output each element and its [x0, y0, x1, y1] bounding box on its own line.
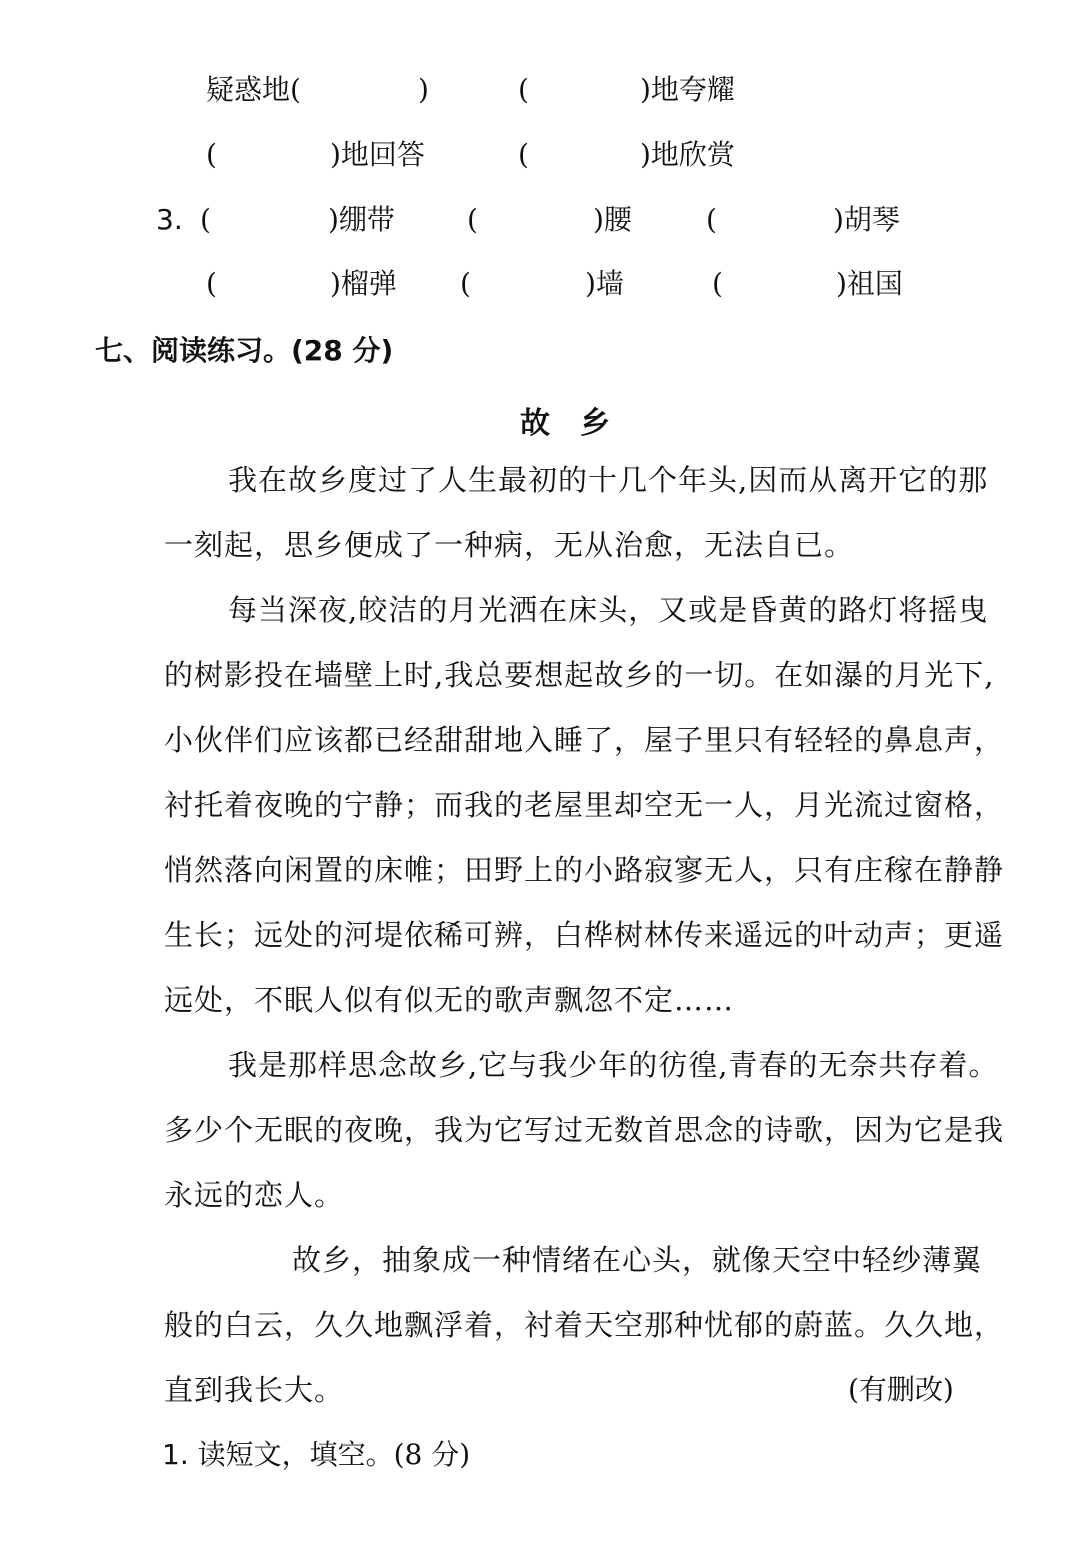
fill-prefix: ( — [518, 73, 529, 106]
fill-prefix: ( — [712, 267, 723, 300]
passage-line: 多少个无眠的夜晚，我为它写过无数首思念的诗歌，因为它是我 — [164, 1113, 1005, 1147]
passage-line: 每当深夜,皎洁的月光洒在床头，又或是昏黄的路灯将摇曳 — [228, 593, 989, 627]
fill-prefix: ( — [706, 203, 717, 236]
fill-blank-row3-1[interactable] — [200, 202, 211, 238]
fill-blank-row4-1[interactable] — [206, 266, 217, 302]
fill-prefix: ( — [206, 267, 217, 300]
fill-suffix: )地夸耀 — [640, 73, 735, 106]
section-heading: 七、阅读练习。(28 分) — [95, 334, 394, 367]
fill-item-row1-1 — [206, 72, 301, 108]
fill-item-row2-1 — [330, 137, 425, 173]
fill-blank-row2-2[interactable] — [518, 137, 529, 173]
fill-suffix: )地回答 — [330, 138, 425, 171]
fill-prefix: ( — [200, 203, 211, 236]
fill-suffix: )榴弹 — [330, 267, 397, 300]
fill-suffix: )墙 — [585, 267, 624, 300]
fill-item-row4-1 — [330, 266, 397, 302]
fill-blank-row4-3[interactable] — [712, 266, 723, 302]
fill-item-row4-3 — [836, 266, 903, 302]
fill-prefix: ( — [467, 203, 478, 236]
fill-item-row1-2 — [640, 72, 735, 108]
passage-line: 一刻起，思乡便成了一种病，无从治愈，无法自已。 — [164, 528, 855, 562]
fill-item-row4-2 — [585, 266, 624, 302]
passage-line: 小伙伴们应该都已经甜甜地入睡了，屋子里只有轻轻的鼻息声， — [164, 723, 1005, 757]
fill-suffix: )绷带 — [328, 203, 395, 236]
fill-prefix: 疑惑地( — [206, 73, 301, 106]
fill-prefix: ( — [460, 267, 471, 300]
fill-item-row3-3 — [833, 202, 900, 238]
fill-suffix: )祖国 — [836, 267, 903, 300]
passage-line: 直到我长大。 — [164, 1373, 345, 1407]
passage-line: 衬托着夜晚的宁静；而我的老屋里却空无一人，月光流过窗格， — [164, 788, 1005, 822]
fill-blank-row3-2[interactable] — [467, 202, 478, 238]
fill-item-row3-2 — [593, 202, 632, 238]
passage-line: 悄然落向闲置的床帷；田野上的小路寂寥无人，只有庄稼在静静 — [164, 853, 1005, 887]
question-number-3: 3. — [156, 203, 183, 236]
fill-blank-row1-2[interactable] — [518, 72, 529, 108]
question-text: 读短文，填空。(8 分) — [197, 1438, 471, 1471]
fill-suffix: )地欣赏 — [640, 138, 735, 171]
fill-suffix: ) — [418, 73, 429, 106]
fill-blank-row3-3[interactable] — [706, 202, 717, 238]
fill-item-row3-1 — [328, 202, 395, 238]
question-1 — [162, 1437, 470, 1473]
fill-item-row2-2 — [640, 137, 735, 173]
question-number: 1. — [162, 1438, 189, 1471]
fill-blank-row4-2[interactable] — [460, 266, 471, 302]
passage-line: 永远的恋人。 — [164, 1178, 345, 1212]
fill-prefix: ( — [206, 138, 217, 171]
fill-blank-row2-1[interactable] — [206, 137, 217, 173]
passage-line: 生长；远处的河堤依稀可辨，白桦树林传来遥远的叶动声；更遥 — [164, 918, 1005, 952]
fill-prefix: ( — [518, 138, 529, 171]
fill-suffix: )胡琴 — [833, 203, 900, 236]
source-note: (有删改) — [848, 1373, 954, 1406]
passage-line: 故乡，抽象成一种情绪在心头，就像天空中轻纱薄翼 — [292, 1243, 983, 1277]
passage-line: 远处，不眠人似有似无的歌声飘忽不定…… — [164, 983, 735, 1017]
passage-line: 的树影投在墙壁上时,我总要想起故乡的一切。在如瀑的月光下, — [164, 658, 995, 692]
fill-blank-row1-1[interactable] — [418, 72, 429, 108]
passage-line: 般的白云，久久地飘浮着，衬着天空那种忧郁的蔚蓝。久久地， — [164, 1308, 1005, 1342]
fill-suffix: )腰 — [593, 203, 632, 236]
passage-title: 故乡 — [520, 406, 640, 441]
passage-line: 我在故乡度过了人生最初的十几个年头,因而从离开它的那 — [228, 463, 989, 497]
passage-line: 我是那样思念故乡,它与我少年的彷徨,青春的无奈共存着。 — [228, 1048, 999, 1082]
